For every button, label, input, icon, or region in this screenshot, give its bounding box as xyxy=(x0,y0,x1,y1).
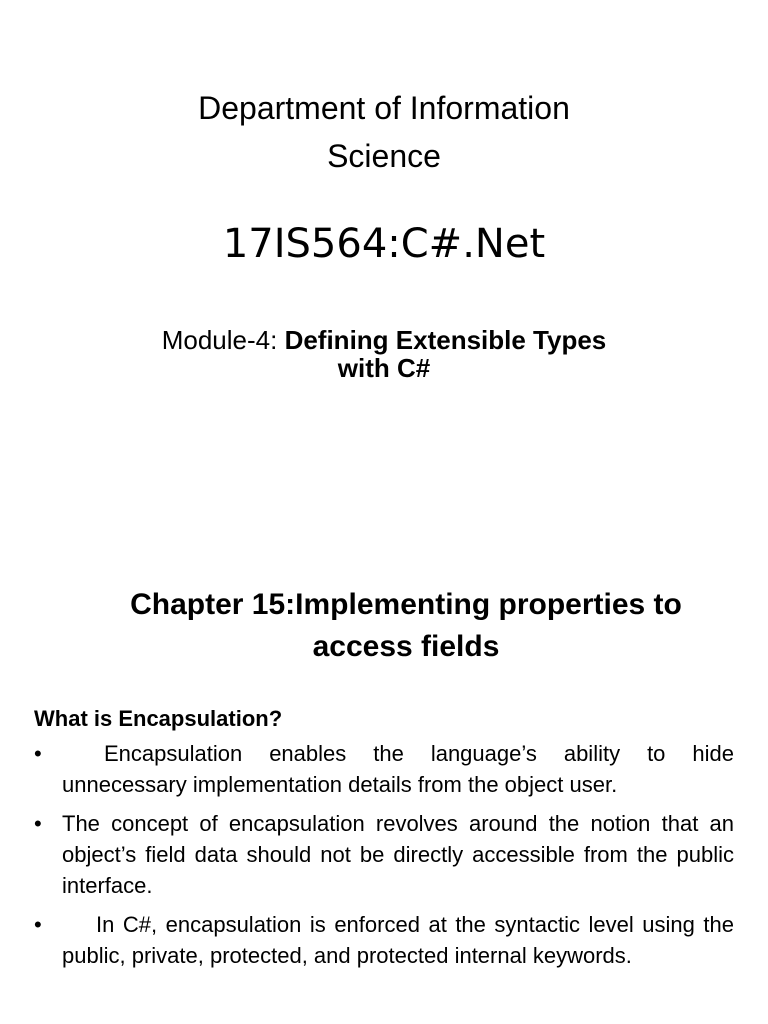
module-title-line-2: with C# xyxy=(337,353,431,383)
department-line-1: Department of Information xyxy=(198,90,570,126)
bullet-list xyxy=(34,738,734,979)
module-heading xyxy=(0,326,768,382)
bullet-text: The concept of encapsulation revolves around the notion that an object’s field data should not be directly accessible from the public interface. xyxy=(62,811,734,898)
section-question: What is Encapsulation? xyxy=(34,706,283,731)
bullet-icon: • xyxy=(34,741,42,766)
department-line-2: Science xyxy=(327,138,441,174)
module-prefix: Module-4: xyxy=(161,325,285,355)
list-item xyxy=(34,808,734,901)
bullet-text: Encapsulation enables the language’s ability to hide unnecessary implementation details from the object user. xyxy=(62,741,734,797)
chapter-title xyxy=(64,584,748,668)
department-heading xyxy=(0,84,768,180)
bullet-text: In C#, encapsulation is enforced at the syntactic level using the public, private, protected, and protected internal keywords. xyxy=(62,912,734,968)
module-title-line-1: Defining Extensible Types xyxy=(284,325,607,355)
chapter-title-line-2: access fields xyxy=(312,630,500,663)
bullet-icon: • xyxy=(34,912,42,937)
course-code: 17IS564:C#.Net xyxy=(222,221,546,267)
list-item xyxy=(34,909,734,971)
list-item xyxy=(34,738,734,800)
chapter-title-line-1: Chapter 15:Implementing properties to xyxy=(130,588,682,621)
bullet-icon: • xyxy=(34,811,42,836)
